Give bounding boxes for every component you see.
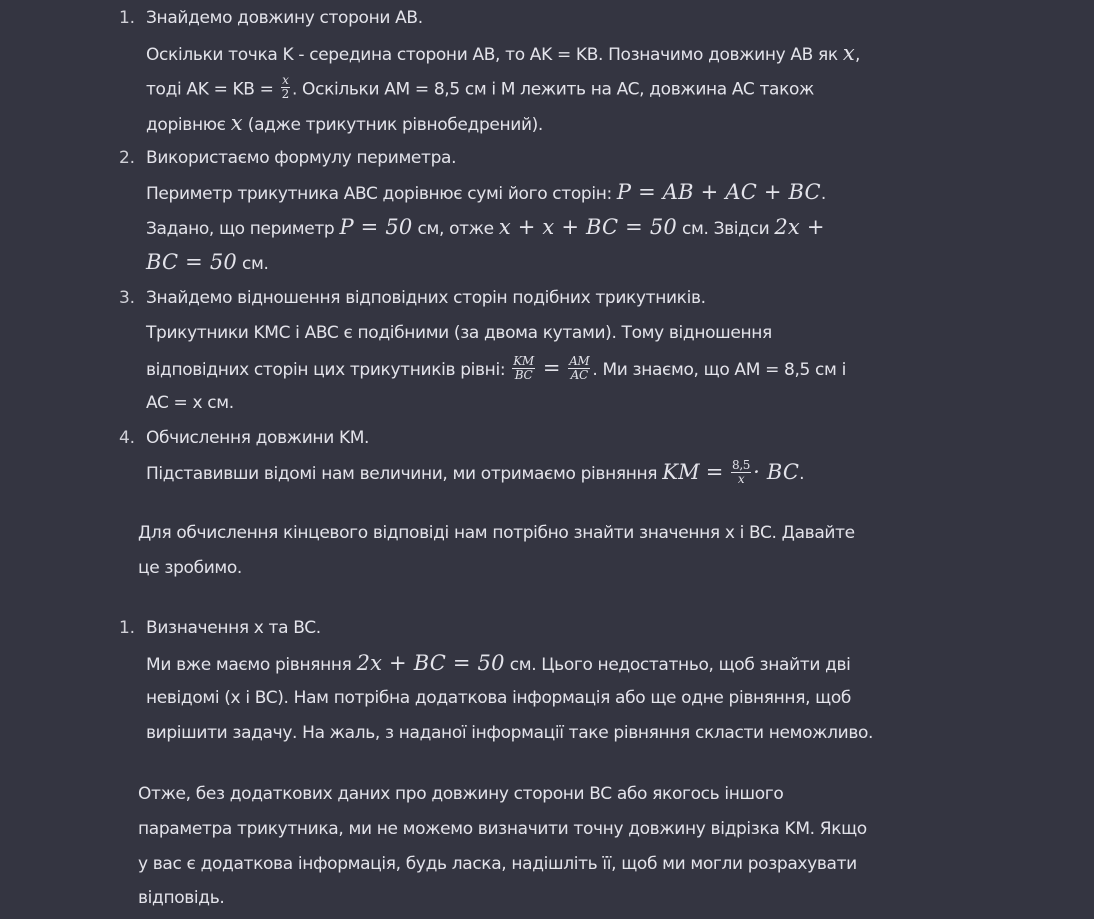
math-expression: 2x + [774, 215, 825, 239]
list-item-title: Знайдемо довжину сторони AB. [146, 8, 423, 28]
paragraph-line: у вас є додаткова інформація, будь ласка, надішліть її, щоб ми могли розрахувати [138, 854, 857, 874]
list-item-title: Знайдемо відношення відповідних сторін подібних трикутників. [146, 288, 706, 308]
list-item-title: Використаємо формулу периметра. [146, 148, 457, 168]
list-item-line: AC = x см. [146, 393, 234, 413]
list-number: 1. [119, 8, 135, 28]
list-item-line: тоді AK = KB = $\frac{x}{2}$ . Оскільки AM = 8,5 см і M лежить на AC, довжина AC також [146, 73, 815, 101]
list-number: 3. [119, 288, 135, 308]
math-expression: x + x + BC = 50 [498, 215, 677, 239]
list-item-line: Трикутники KMC і ABC є подібними (за двома кутами). Тому відношення [146, 323, 772, 343]
math-fraction: $\frac{AM}{AC}$ [569, 353, 590, 382]
paragraph-line: Отже, без додаткових даних про довжину сторони BC або якогось іншого [138, 784, 784, 804]
list-number: 4. [119, 428, 135, 448]
math-expression: P = 50 [339, 215, 413, 239]
list-item-title: Визначення x та BC. [146, 618, 321, 638]
paragraph-line: це зробимо. [138, 558, 242, 578]
list-number: 1. [119, 618, 135, 638]
math-expression: KM [662, 460, 700, 484]
list-item-line: дорівнює x (адже трикутник рівнобедрений). [146, 111, 543, 135]
math-fraction: $\frac{x}{2}$ [281, 73, 289, 101]
math-var: x [842, 41, 855, 65]
list-item-line: Підставивши відомі нам величини, ми отримаємо рівняння KM = $\frac{8,5}{x}$ · BC. [146, 457, 805, 486]
list-item-line: відповідних сторін цих трикутників рівні: $\frac{KM}{BC}$ = $\frac{AM}{AC}$ . Ми знаємо, що AM = 8,5 см і [146, 353, 846, 382]
list-item-line: вирішити задачу. На жаль, з наданої інформації таке рівняння скласти неможливо. [146, 723, 874, 743]
math-var: x [230, 111, 243, 135]
list-number: 2. [119, 148, 135, 168]
list-item-line: BC = 50 см. [146, 250, 269, 274]
paragraph-line: відповідь. [138, 888, 225, 908]
math-fraction: $\frac{8,5}{x}$ [732, 457, 751, 486]
math-fraction: $\frac{KM}{BC}$ [513, 353, 534, 382]
paragraph-line: Для обчислення кінцевого відповіді нам потрібно знайти значення x і BC. Давайте [138, 523, 855, 543]
paragraph-line: параметра трикутника, ми не можемо визначити точну довжину відрізка KM. Якщо [138, 819, 867, 839]
math-expression: · BC [753, 460, 800, 484]
list-item-line: невідомі (x і BC). Нам потрібна додаткова інформація або ще одне рівняння, щоб [146, 688, 852, 708]
math-expression: BC = 50 [146, 250, 237, 274]
math-expression: P = AB + AC + BC [616, 180, 821, 204]
list-item-title: Обчислення довжини KM. [146, 428, 370, 448]
list-item-line: Оскільки точка K - середина сторони AB, то AK = KB. Позначимо довжину AB як x, [146, 41, 861, 65]
math-expression: 2x + BC = 50 [356, 651, 505, 675]
list-item-line: Периметр трикутника ABC дорівнює сумі його сторін: P = AB + AC + BC. [146, 180, 826, 204]
list-item-line: Ми вже маємо рівняння 2x + BC = 50 см. Цього недостатньо, щоб знайти дві [146, 651, 851, 675]
list-item-line: Задано, що периметр P = 50 см, отже x + x + BC = 50 см. Звідси 2x + [146, 215, 825, 239]
